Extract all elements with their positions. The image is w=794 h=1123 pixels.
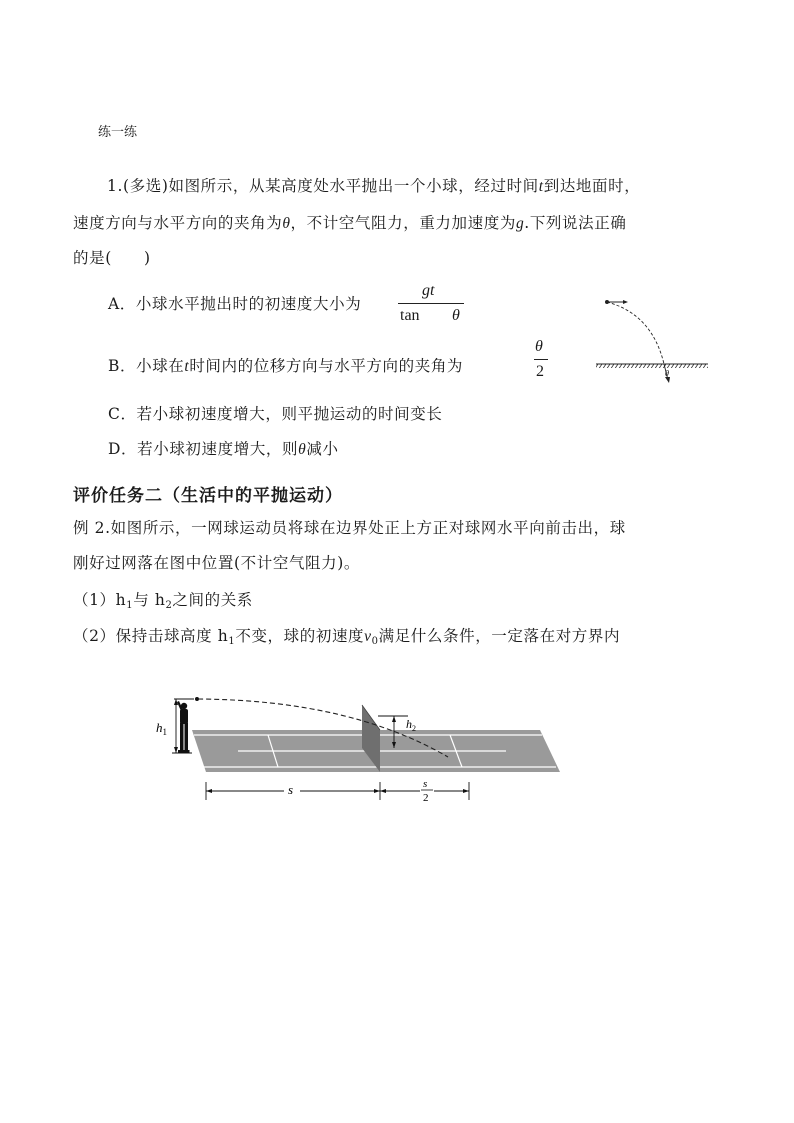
- option-d-line: [108, 437, 339, 459]
- option-d-text-a: D．若小球初速度增大，则: [108, 440, 299, 458]
- item2-sub0: 0: [371, 636, 379, 647]
- option-b-numerator: θ: [535, 338, 543, 355]
- task2-heading: 评价任务二（生活中的平抛运动）: [73, 486, 343, 506]
- item2-a: （2）保持击球高度 h: [73, 627, 229, 645]
- item1-sub1: 1: [126, 600, 134, 611]
- option-d-text-b: 减小: [306, 440, 339, 458]
- item2-c: 满足什么条件，一定落在对方界内: [378, 627, 621, 645]
- option-b-text-b: 时间内的位移方向与水平方向的夹角为: [189, 357, 464, 375]
- q1-line2-a: 速度方向与水平方向的夹角为: [73, 214, 283, 232]
- option-a-fraction-bar: [398, 303, 464, 304]
- figure-theta-label: θ: [665, 369, 669, 378]
- h2-label: $h_2$: [406, 717, 416, 733]
- q1-line2-c: .下列说法正确: [524, 214, 627, 232]
- half-s-numerator: s: [423, 778, 428, 790]
- option-b-text-a: B．小球在: [108, 357, 185, 375]
- option-a-den-theta: θ: [452, 307, 460, 324]
- option-b-var-t: t: [184, 358, 190, 375]
- q1-line-3: 的是( ): [73, 249, 151, 267]
- item1-sub2: 2: [165, 600, 173, 611]
- item2-b: 不变，球的初速度: [235, 627, 365, 645]
- half-s-denominator: 2: [423, 792, 429, 804]
- q1-var-t: t: [538, 178, 544, 195]
- tennis-player: [177, 701, 190, 753]
- q1-line-1: [107, 174, 640, 196]
- projectile-figure: [590, 292, 720, 392]
- item-1: [73, 588, 253, 611]
- example2-line-2: 刚好过网落在图中位置(不计空气阻力)。: [73, 554, 360, 572]
- item1-c: 之间的关系: [172, 591, 253, 609]
- section-label: 练一练: [98, 125, 138, 140]
- option-d-theta: θ: [298, 441, 307, 458]
- q1-line1-b: 到达地面时，: [543, 177, 641, 195]
- example2-line-1: 例 2.如图所示，一网球运动员将球在边界处正上方正对球网水平向前击出，球: [73, 519, 626, 537]
- s-label: s: [288, 782, 294, 797]
- option-a-den-tan: tan: [400, 307, 420, 324]
- h1-label: $h_1$: [156, 720, 167, 737]
- option-b-denominator: 2: [536, 363, 544, 380]
- trajectory-curve: [607, 302, 664, 364]
- option-b-line: [108, 354, 463, 376]
- option-b-fraction: [534, 338, 548, 386]
- item1-b: 与 h: [133, 591, 166, 609]
- tennis-court-figure: [150, 688, 570, 810]
- option-a-numerator: gt: [422, 282, 435, 299]
- q1-var-g: g: [515, 215, 525, 232]
- option-c-text: C．若小球初速度增大，则平抛运动的时间变长: [108, 405, 443, 423]
- option-a-fraction: [398, 282, 464, 330]
- item2-v: v: [364, 628, 372, 645]
- item-2: [73, 624, 620, 647]
- ground-hatching: [596, 364, 708, 368]
- option-b-fraction-bar: [534, 359, 548, 360]
- item2-sub1: 1: [228, 636, 236, 647]
- q1-line2-b: ，不计空气阻力，重力加速度为: [290, 214, 516, 232]
- q1-line-2: [73, 211, 626, 233]
- q1-line1-a: 1.(多选)如图所示，从某高度处水平抛出一个小球，经过时间: [107, 177, 539, 195]
- q1-theta: θ: [282, 215, 291, 232]
- item1-a: （1）h: [73, 591, 127, 609]
- option-a-text: A．小球水平抛出时的初速度大小为: [108, 295, 362, 313]
